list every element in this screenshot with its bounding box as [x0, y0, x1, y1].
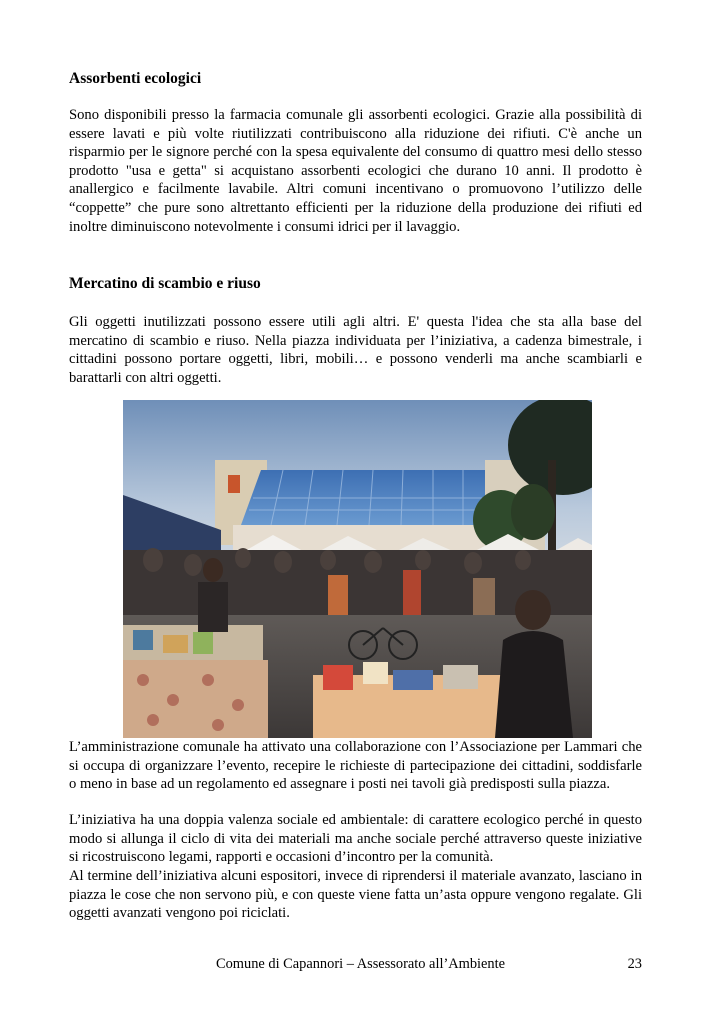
page-footer	[69, 955, 642, 973]
paragraph-valenza: L’iniziativa ha una doppia valenza sociale ed ambientale: di carattere ecologico perché in questo modo si allunga il ciclo di vita dei materiali ma anche sociale perché attraverso queste iniziative si ricostruiscono legami, rapporti e occasioni d’incontro per la comunità.	[69, 812, 642, 866]
page-number: 23	[627, 956, 642, 972]
paragraph-termine: Al termine dell’iniziativa alcuni espositori, invece di riprendersi il materiale avanzato, lasciano in piazza le cose che non servono più, e con queste viene fatta un’asta oppure vengono regalate. Gli oggetti avanzati vengono poi riciclati.	[69, 868, 642, 922]
market-photo	[123, 400, 592, 738]
paragraph-amministrazione: L’amministrazione comunale ha attivato una collaborazione con l’Associazione per Lammari che si occupa di organizzare l’evento, recepire le richieste di partecipazione dei cittadini, soddisfarle o meno in base ad un regolamento ed assegnare i posti nei tavoli già predisposti sulla piazza.	[69, 739, 642, 793]
footer-text: Comune di Capannori – Assessorato all’Ambiente	[216, 956, 505, 972]
section-paragraph-assorbenti: Sono disponibili presso la farmacia comunale gli assorbenti ecologici. Grazie alla possibilità di essere lavati e più volte riutilizzati contribuiscono alla riduzione dei rifiuti. C'è anche un risparmio per le signore perché con la spesa equivalente del consumo di quattro mesi dello stesso prodotto "usa e getta" si acquistano assorbenti ecologici che durano 10 anni. Il prodotto è anallergico e facilmente lavabile. Altri comuni incentivano o promuovono l’utilizzo delle “coppette” che pure sono altrettanto efficienti per la riduzione della produzione dei rifiuti ed inoltre diminuiscono notevolmente i consumi idrici per il lavaggio.	[69, 107, 642, 235]
section-heading-mercatino: Mercatino di scambio e riuso	[69, 275, 261, 292]
section-paragraph-mercatino: Gli oggetti inutilizzati possono essere utili agli altri. E' questa l'idea che sta alla base del mercatino di scambio e riuso. Nella piazza individuata per l’iniziativa, a cadenza bimestrale, i cittadini possono portare oggetti, libri, mobili… e possono venderli ma anche scambiarli e barattarli con altri oggetti.	[69, 314, 642, 386]
section-heading-assorbenti: Assorbenti ecologici	[69, 70, 202, 87]
